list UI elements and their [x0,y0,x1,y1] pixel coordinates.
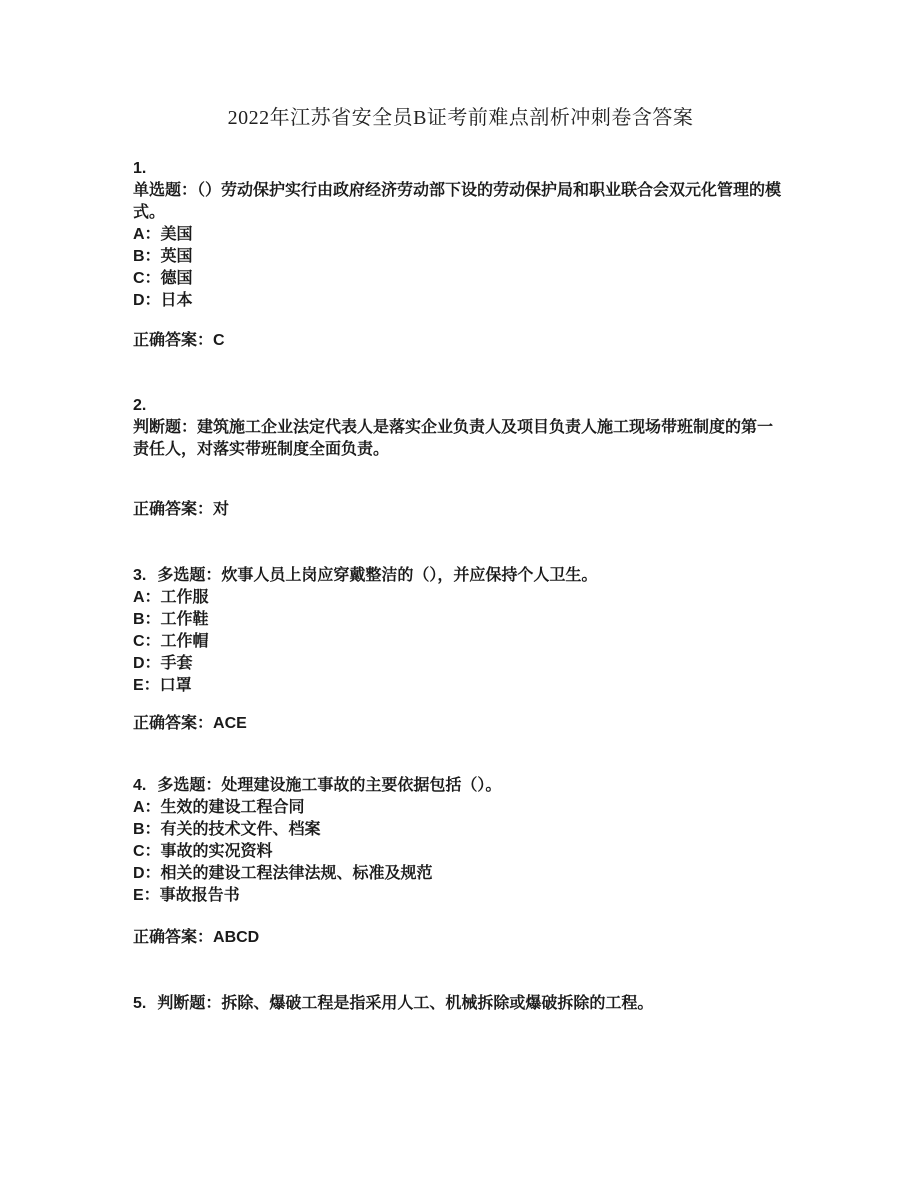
option-e: E：事故报告书 [133,887,240,904]
question-4 [133,775,788,949]
option-e: E：口罩 [133,677,192,694]
question-5 [133,993,788,1015]
answer-label: 正确答案： [133,501,214,518]
question-body [133,993,788,1015]
question-3 [133,565,788,735]
answer-line [133,330,788,352]
question-body: 判断题：建筑施工企业法定代表人是落实企业负责人及项目负责人施工现场带班制度的第一责任人，对落实带班制度全面负责。 [133,419,774,458]
question-number: 3. [133,567,147,584]
question-text: 判断题：拆除、爆破工程是指采用人工、机械拆除或爆破拆除的工程。 [157,995,654,1012]
page-title: 2022年江苏省安全员B证考前难点剖析冲刺卷含答案 [227,107,694,129]
option-c: C：事故的实况资料 [133,843,273,860]
option-d: D：日本 [133,292,193,309]
answer-value: ABCD [213,929,260,946]
question-number: 5. [133,995,147,1012]
question-text: 多选题：炊事人员上岗应穿戴整洁的（），并应保持个人卫生。 [157,567,598,584]
option-b: B：英国 [133,248,193,265]
question-body [133,775,788,797]
question-number: 1. [133,160,147,177]
question-body: 单选题：（）劳动保护实行由政府经济劳动部下设的劳动保护局和职业联合会双元化管理的模式。 [133,182,782,221]
option-d: D：相关的建设工程法律法规、标准及规范 [133,865,433,882]
question-2 [133,395,788,521]
answer-value: C [213,332,225,349]
question-number: 2. [133,397,147,414]
option-b: B：工作鞋 [133,611,209,628]
answer-line [133,927,788,949]
option-a: A：美国 [133,226,193,243]
option-c: C：德国 [133,270,193,287]
option-a: A：工作服 [133,589,209,606]
option-a: A：生效的建设工程合同 [133,799,305,816]
question-text: 多选题：处理建设施工事故的主要依据包括（）。 [157,777,502,794]
option-d: D：手套 [133,655,193,672]
answer-label: 正确答案： [133,715,214,732]
question-body [133,565,788,587]
answer-value: ACE [213,715,247,732]
answer-line [133,713,788,735]
answer-label: 正确答案： [133,929,214,946]
option-c: C：工作帽 [133,633,209,650]
answer-label: 正确答案： [133,332,214,349]
answer-value: 对 [213,501,230,518]
question-number: 4. [133,777,147,794]
question-1 [133,158,788,352]
option-b: B：有关的技术文件、档案 [133,821,321,838]
answer-line [133,499,788,521]
